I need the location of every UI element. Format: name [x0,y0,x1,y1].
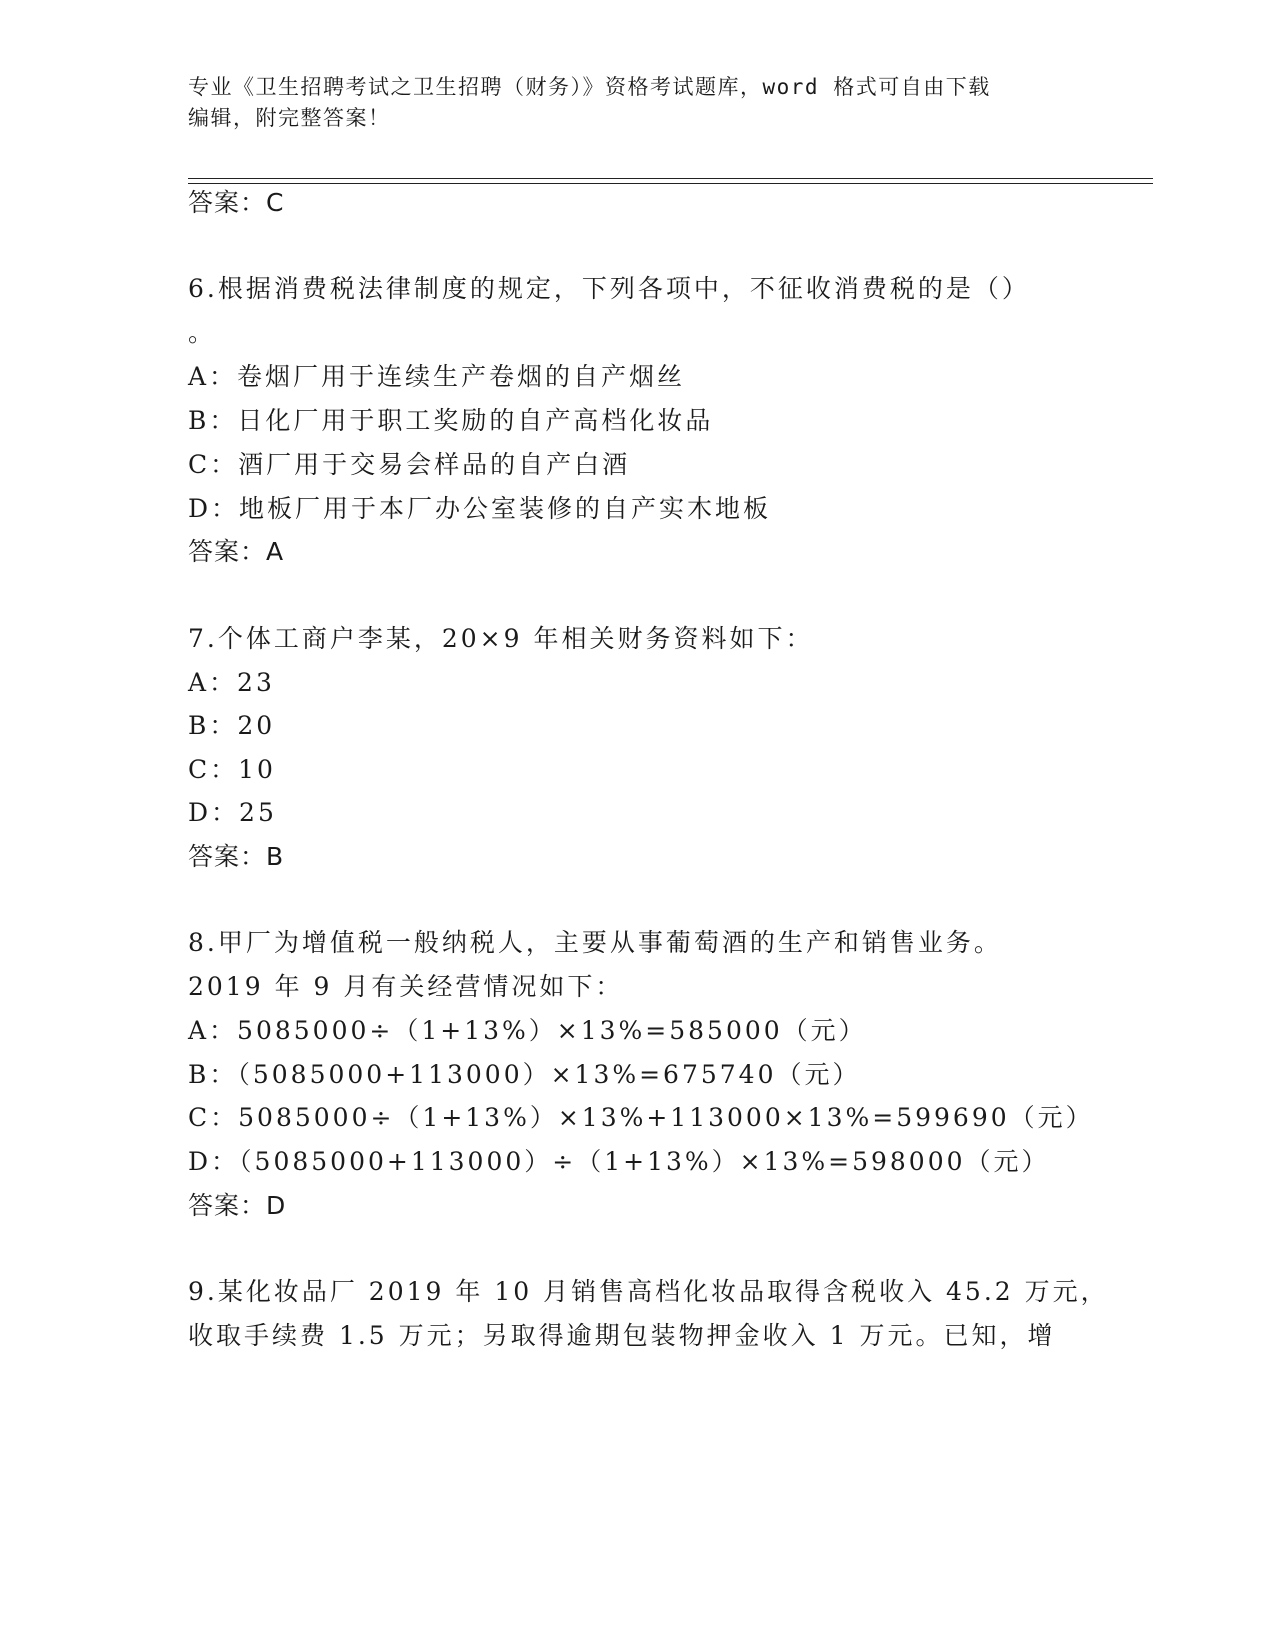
header-rule-bottom [188,183,1153,184]
q6-option-c: C：酒厂用于交易会样品的自产白酒 [188,450,631,479]
q8-answer: 答案：D [188,1191,287,1220]
q6-option-d: D：地板厂用于本厂办公室装修的自产实木地板 [188,494,772,523]
q7-option-d: D：25 [188,798,277,827]
q7-option-c: C：10 [188,755,276,784]
q6-answer: 答案：A [188,537,285,566]
q8-stem: 8.甲厂为增值税一般纳税人，主要从事葡萄酒的生产和销售业务。 [188,928,1002,957]
q6-option-a: A：卷烟厂用于连续生产卷烟的自产烟丝 [188,362,686,391]
q8-option-c: C：5085000÷（1+13%）×13%+113000×13%=599690（元） [188,1103,1094,1132]
header-rule-top [188,178,1153,179]
q6-stem: 6.根据消费税法律制度的规定，下列各项中，不征收消费税的是（） [188,274,1030,303]
q8-stem-cont: 2019 年 9 月有关经营情况如下： [188,972,624,1001]
q8-option-b: B：（5085000+113000）×13%=675740（元） [188,1060,861,1089]
q9-stem: 9.某化妆品厂 2019 年 10 月销售高档化妆品取得含税收入 45.2 万元， [188,1277,1109,1306]
q6-stem-cont: 。 [188,318,217,347]
header-line-1: 专业《卫生招聘考试之卫生招聘（财务）》资格考试题库，word 格式可自由下载 [188,75,991,99]
q9-stem-cont: 收取手续费 1.5 万元；另取得逾期包装物押金收入 1 万元。已知，增 [188,1321,1056,1350]
q7-option-b: B：20 [188,711,276,740]
q7-answer: 答案：B [188,842,285,871]
q7-option-a: A：23 [188,668,275,697]
q8-option-a: A：5085000÷（1+13%）×13%=585000（元） [188,1016,867,1045]
q8-option-d: D：（5085000+113000）÷（1+13%）×13%=598000（元） [188,1147,1050,1176]
answer-q5: 答案：C [188,188,285,217]
q6-option-b: B：日化厂用于职工奖励的自产高档化妆品 [188,406,714,435]
q7-stem: 7.个体工商户李某，20×9 年相关财务资料如下： [188,624,814,653]
document-header [188,72,1088,134]
header-line-2: 编辑，附完整答案！ [188,106,391,130]
